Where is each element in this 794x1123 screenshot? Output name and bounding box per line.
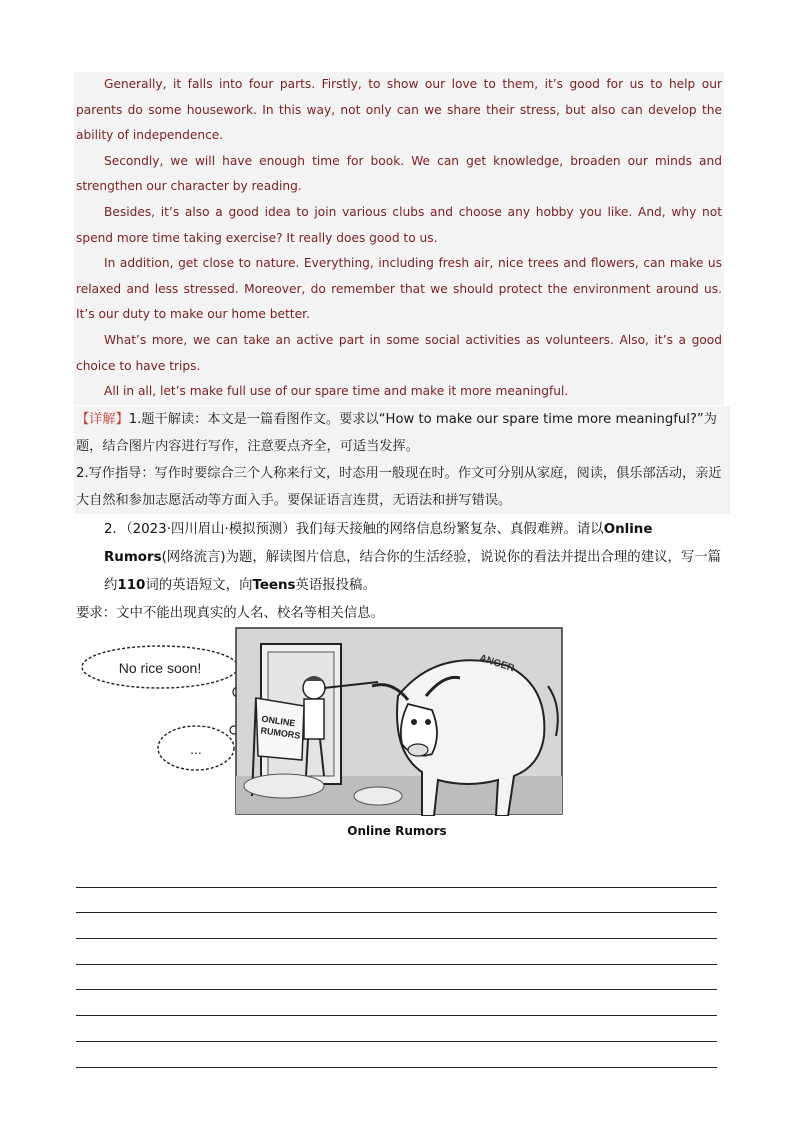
writing-line[interactable] bbox=[76, 1042, 717, 1068]
cartoon-illustration bbox=[78, 626, 568, 816]
essay-paragraph: All in all, let’s make full use of our spare time and make it more meaningful. bbox=[104, 384, 569, 399]
writing-lines bbox=[76, 862, 717, 1068]
bubble1-text: No rice soon! bbox=[118, 660, 202, 676]
thought-bubble-2 bbox=[158, 722, 245, 771]
cartoon-scene bbox=[236, 628, 562, 816]
essay-paragraph: Besides, it’s also a good idea to join various clubs and choose any hobby you like. And, why not spend more time taking exercise? It really does good to us. bbox=[76, 204, 722, 245]
writing-line[interactable] bbox=[76, 888, 717, 914]
figure-caption: Online Rumors bbox=[347, 824, 447, 838]
question-2 bbox=[76, 516, 726, 628]
flag-text-2: RUMORS bbox=[259, 725, 301, 741]
writing-line[interactable] bbox=[76, 862, 717, 888]
writing-line[interactable] bbox=[76, 1016, 717, 1042]
bull-label: ANGER bbox=[477, 652, 516, 675]
question-prompt: 2．（2023·四川眉山·模拟预测）我们每天接触的网络信息纷繁复杂、真假难辨。请以Online Rumors(网络流言)为题，解读图片信息，结合你的生活经验，说说你的看法并提出合理的建议，写一篇约110词的英语短文，向Teens英语报投稿。 bbox=[104, 522, 722, 593]
sample-essay bbox=[74, 72, 724, 405]
essay-paragraph: Generally, it falls into four parts. Firstly, to show our love to them, it’s good for us to help our parents do some housework. In this way, not only can we share their stress, but also can develop the ability of independence. bbox=[76, 77, 722, 143]
writing-line[interactable] bbox=[76, 990, 717, 1016]
analysis-block bbox=[74, 406, 730, 514]
essay-paragraph: What’s more, we can take an active part in some social activities as volunteers. Also, it’s a good choice to have trips. bbox=[76, 332, 722, 373]
essay-paragraph: Secondly, we will have enough time for book. We can get knowledge, broaden our minds and strengthen our character by reading. bbox=[76, 153, 722, 194]
writing-line[interactable] bbox=[76, 913, 717, 939]
writing-line[interactable] bbox=[76, 939, 717, 965]
flag-text-1: ONLINE bbox=[260, 713, 296, 729]
question-requirement: 要求：文中不能出现真实的人名、校名等相关信息。 bbox=[76, 606, 384, 621]
analysis-line-2: 2.写作指导：写作时要综合三个人称来行文，时态用一般现在时。作文可分别从家庭，阅读，俱乐部活动，亲近大自然和参加志愿活动等方面入手。要保证语言连贯，无语法和拼写错误。 bbox=[76, 466, 722, 508]
essay-paragraph: In addition, get close to nature. Everything, including fresh air, nice trees and flowers, can make us relaxed and less stressed. Moreover, do remember that we should protect the environment around us. It’s our duty to make our home better. bbox=[76, 256, 722, 322]
thought-bubble-1 bbox=[82, 646, 249, 703]
cartoon-svg bbox=[78, 626, 568, 816]
analysis-line-1: 【详解】1.题干解读：本文是一篇看图作文。要求以“How to make our spare time more meaningful?”为题，结合图片内容进行写作，注意要点齐全，可适当发挥。 bbox=[76, 412, 717, 454]
bubble2-text: ... bbox=[190, 741, 202, 757]
detail-tag: 【详解】 bbox=[76, 412, 129, 427]
writing-line[interactable] bbox=[76, 965, 717, 991]
